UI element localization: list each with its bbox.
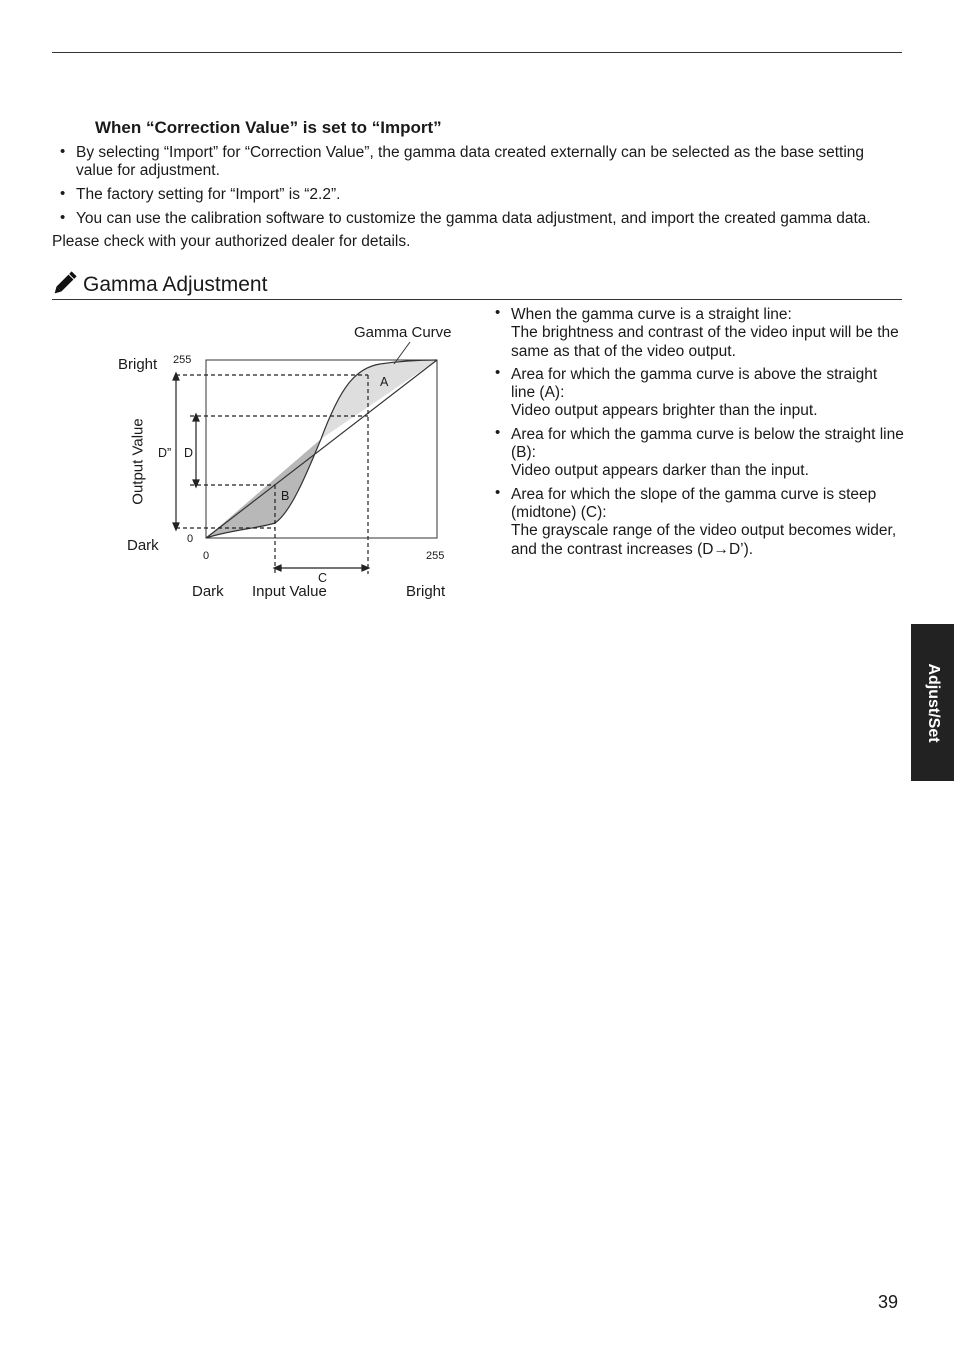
- gamma-explanation-list: [495, 306, 905, 564]
- side-tab-label: Adjust/Set: [924, 662, 942, 743]
- gamma-diagram: [100, 318, 480, 608]
- list-item: • You can use the calibration software to customize the gamma data adjustment, and import the created gamma data.: [52, 210, 904, 228]
- y-tick-max: 255: [173, 354, 192, 366]
- region-b-area: [206, 439, 321, 538]
- list-item: • When the gamma curve is a straight line: The brightness and contrast of the video input will be the same as that of the video output.: [495, 306, 905, 361]
- y-axis-label: Output Value: [129, 418, 147, 505]
- region-a-label: A: [380, 375, 389, 389]
- top-rule: [52, 52, 902, 53]
- pencil-icon: [52, 268, 80, 296]
- region-b-label: B: [281, 489, 290, 503]
- dealer-note: Please check with your authorized dealer for details.: [52, 233, 411, 250]
- y-bright-label: Bright: [118, 356, 158, 373]
- y-dark-label: Dark: [127, 537, 159, 554]
- d-prime-label: D”: [158, 446, 172, 460]
- straight-line: [206, 360, 437, 538]
- d-label: D: [184, 446, 194, 460]
- gamma-curve-label: Gamma Curve: [354, 324, 452, 341]
- x-bright-label: Bright: [406, 583, 446, 600]
- page-number: 39: [878, 1292, 899, 1312]
- y-tick-min: 0: [187, 533, 194, 545]
- section-title: Gamma Adjustment: [83, 273, 268, 296]
- x-axis-label: Input Value: [252, 583, 327, 600]
- list-item: • By selecting “Import” for “Correction Value”, the gamma data created externally can be selected as the base setting value for adjustment.: [52, 144, 904, 180]
- list-item: • Area for which the gamma curve is above the straight line (A): Video output appears brighter than the input.: [495, 366, 905, 421]
- region-c-label: C: [318, 571, 328, 585]
- list-item: • Area for which the slope of the gamma curve is steep (midtone) (C): The grayscale range of the video output becomes wider, and the contrast increases (D→D’).: [495, 486, 905, 559]
- bullet-list: [52, 144, 904, 234]
- list-item: • Area for which the gamma curve is below the straight line (B): Video output appears darker than the input.: [495, 426, 905, 481]
- list-item: • The factory setting for “Import” is “2.2”.: [52, 186, 904, 204]
- x-tick-min: 0: [203, 550, 210, 562]
- side-tab-adjust-set[interactable]: [911, 624, 954, 781]
- x-tick-max: 255: [426, 550, 445, 562]
- subheading: When “Correction Value” is set to “Import”: [95, 118, 442, 137]
- x-dark-label: Dark: [192, 583, 224, 600]
- section-heading: [52, 268, 902, 300]
